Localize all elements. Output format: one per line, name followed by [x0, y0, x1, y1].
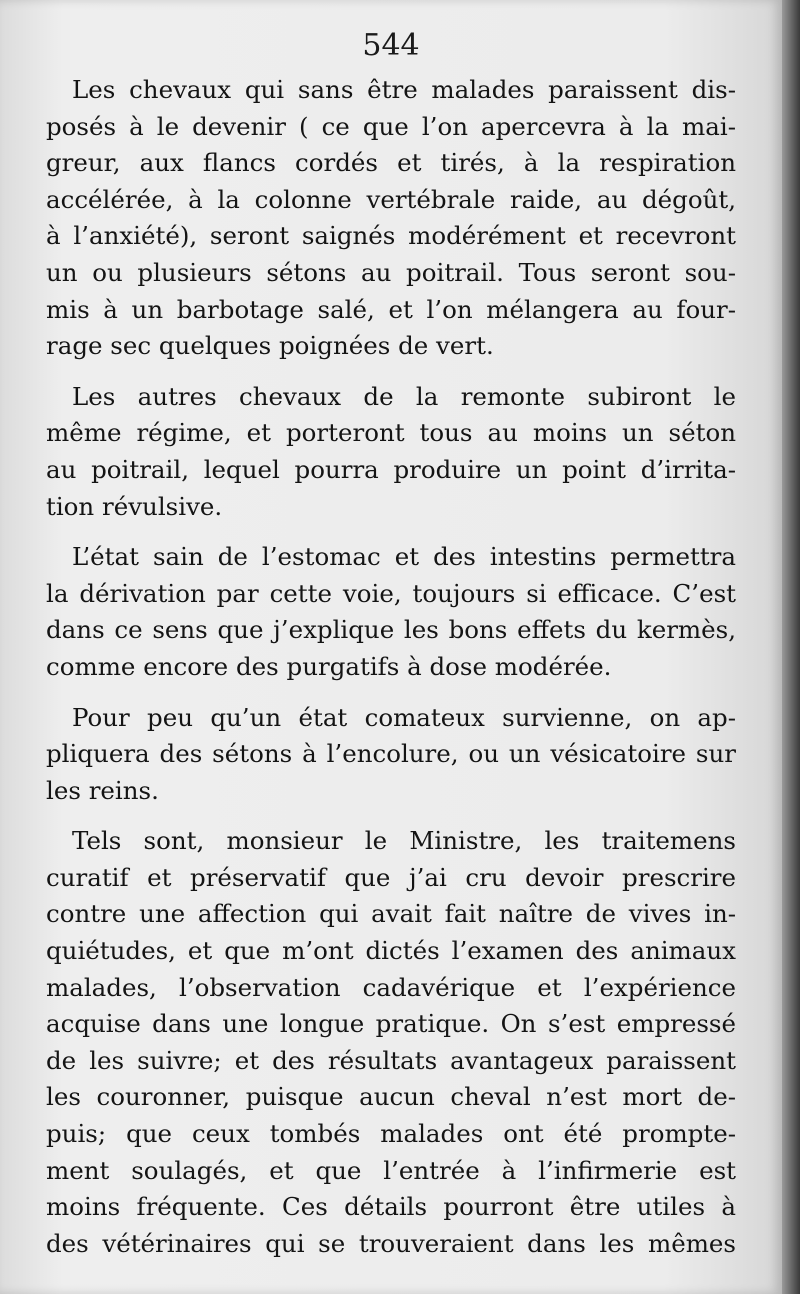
text-line: greur, aux flancs cordés et tirés, à la respiration: [46, 148, 736, 178]
text-line: Tels sont, monsieur le Ministre, les traitemens: [72, 826, 736, 856]
text-line: au poitrail, lequel pourra produire un point d’irrita-: [46, 454, 736, 484]
page-edge-shadow: [782, 0, 800, 1294]
text-line: accélérée, à la colonne vertébrale raide, au dégoût,: [46, 184, 736, 214]
text-line: de les suivre; et des résultats avantageux paraissent: [46, 1045, 736, 1075]
text-line: ment soulagés, et que l’entrée à l’infirmerie est: [46, 1155, 736, 1185]
text-line: la dérivation par cette voie, toujours si efficace. C’est: [46, 578, 736, 608]
text-line: un ou plusieurs sétons au poitrail. Tous seront sou-: [46, 257, 736, 287]
paragraph-2: [46, 379, 736, 525]
text-line: curatif et préservatif que j’ai cru devoir prescrire: [46, 862, 736, 892]
text-line: Les autres chevaux de la remonte subiront le: [72, 381, 736, 411]
paragraph-1: [46, 72, 736, 365]
text-line: les reins.: [46, 775, 159, 805]
text-line: à l’anxiété), seront saignés modérément et recevront: [46, 221, 736, 251]
text-line: rage sec quelques poignées de vert.: [46, 331, 494, 361]
text-line: comme encore des purgatifs à dose modérée.: [46, 651, 612, 681]
text-line: pliquera des sétons à l’encolure, ou un vésicatoire sur: [46, 739, 736, 769]
text-line: dans ce sens que j’explique les bons effets du kermès,: [46, 615, 736, 645]
text-line: L’état sain de l’estomac et des intestins permettra: [72, 542, 736, 572]
text-line: mis à un barbotage salé, et l’on mélangera au four-: [46, 294, 736, 324]
text-line: tion révulsive.: [46, 491, 223, 521]
text-line: Pour peu qu’un état comateux survienne, on ap-: [72, 702, 736, 732]
text-line: posés à le devenir ( ce que l’on apercevra à la mai-: [46, 111, 736, 141]
text-line: contre une affection qui avait fait naître de vives in-: [46, 899, 736, 929]
text-line: quiétudes, et que m’ont dictés l’examen des animaux: [46, 936, 736, 966]
text-line: les couronner, puisque aucun cheval n’est mort de-: [46, 1082, 736, 1112]
paragraph-3: [46, 539, 736, 685]
body-text: [46, 72, 736, 1276]
text-line: puis; que ceux tombés malades ont été prompte-: [46, 1119, 736, 1149]
text-line: malades, l’observation cadavérique et l’expérience: [46, 972, 736, 1002]
text-line: Les chevaux qui sans être malades paraissent dis-: [72, 75, 736, 104]
paragraph-4: [46, 700, 736, 810]
text-line: même régime, et porteront tous au moins un séton: [46, 418, 736, 448]
text-line: moins fréquente. Ces détails pourront être utiles à: [46, 1192, 736, 1222]
text-line: acquise dans une longue pratique. On s’est empressé: [46, 1009, 736, 1039]
text-line: des vétérinaires qui se trouveraient dans les mêmes: [46, 1228, 736, 1258]
paragraph-5: [46, 823, 736, 1262]
page-number: 544: [362, 28, 420, 63]
